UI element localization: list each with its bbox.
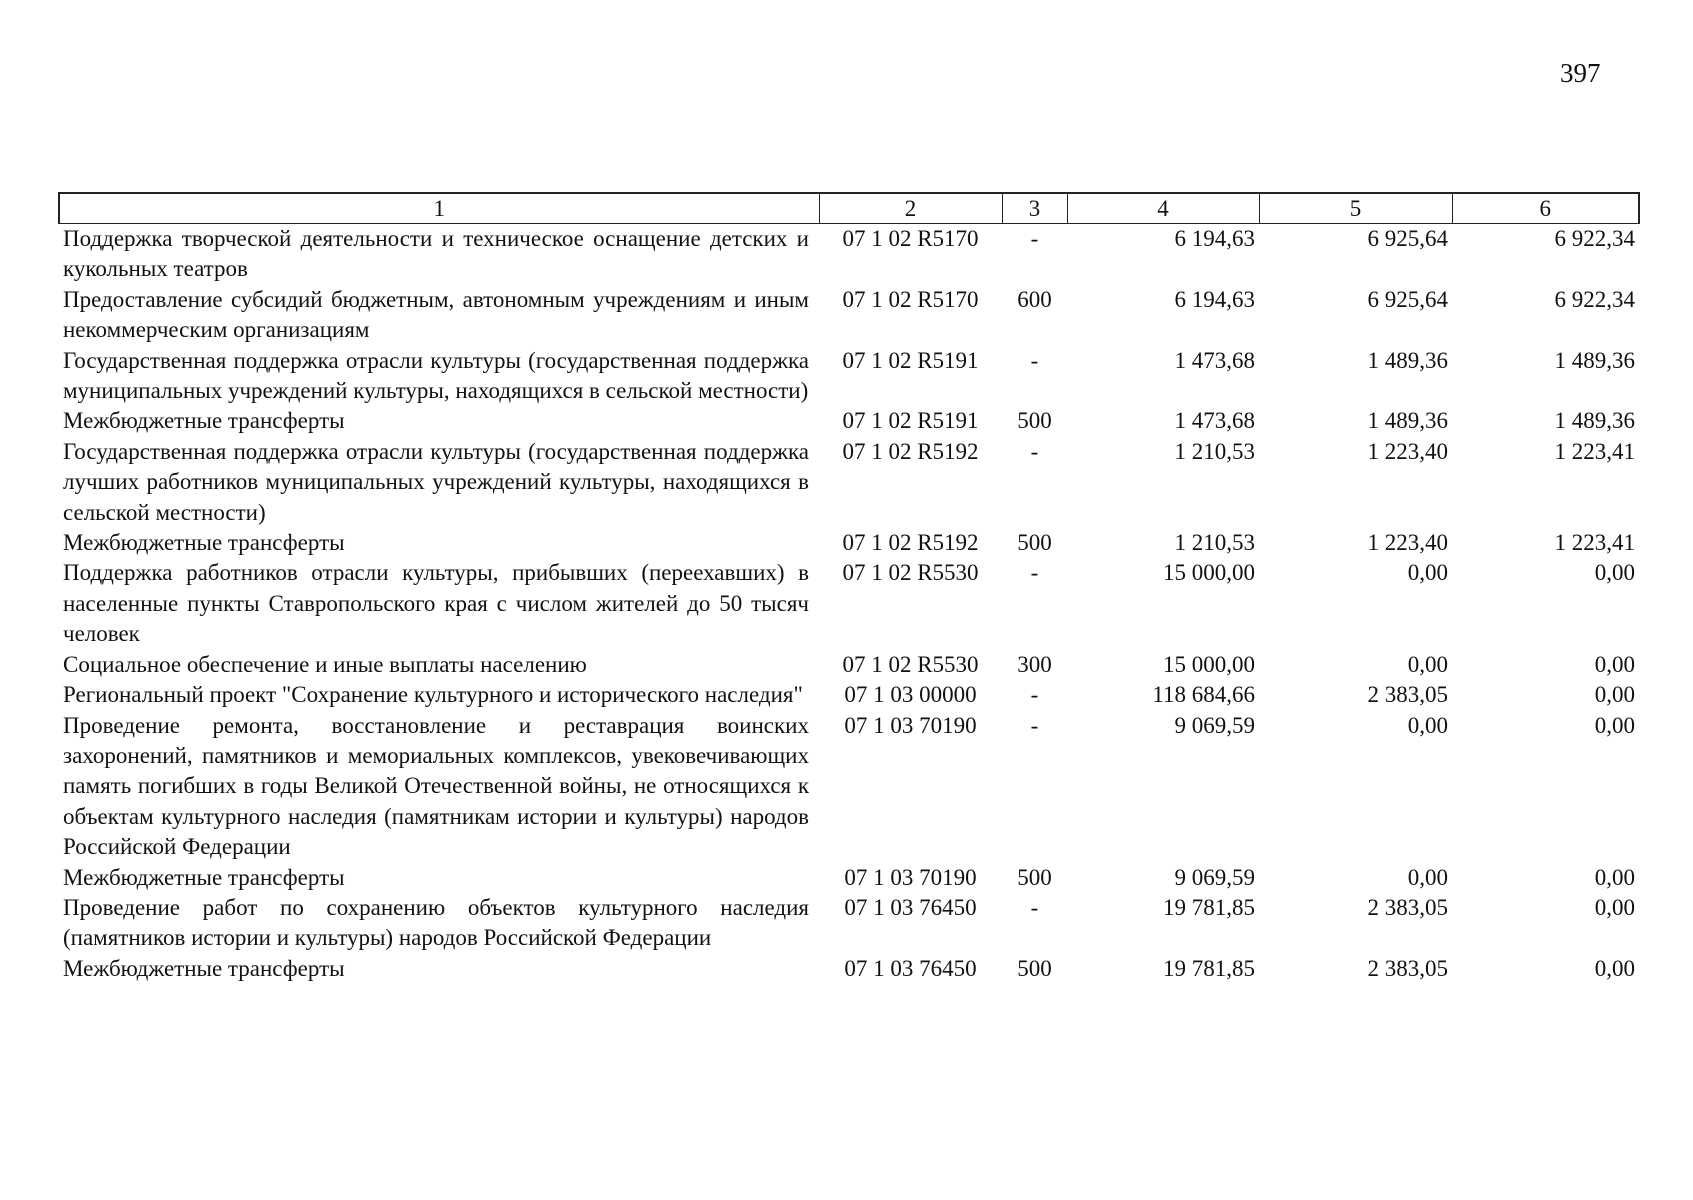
row-type-cell: 500 [1017,955,1052,981]
row-name-cell: Предоставление субсидий бюджетным, автономным учреждениям и иным некоммерческим организациям [63,286,809,343]
row-name-cell: Межбюджетные трансферты [63,955,345,981]
row-code-cell: 07 1 02 R5191 [842,408,979,434]
row-value-col5-cell: 2 383,05 [1367,682,1448,708]
table-row [59,650,1639,680]
row-value-col6-cell: 6 922,34 [1554,286,1635,312]
row-code-cell: 07 1 03 76450 [844,955,977,981]
row-value-col5-cell: 1 489,36 [1367,408,1448,434]
row-value-col5-cell: 6 925,64 [1367,286,1448,312]
table-body [59,224,1639,985]
budget-table [58,192,1640,984]
row-value-col5-cell: 6 925,64 [1367,226,1448,251]
row-value-col5-cell: 2 383,05 [1367,894,1448,920]
column-header-1: 1 [59,193,819,224]
column-header-5: 5 [1259,193,1452,224]
row-value-col4-cell: 118 684,66 [1152,682,1255,708]
table-row [59,285,1639,346]
row-value-col6-cell: 0,00 [1594,560,1635,586]
row-value-col5-cell: 0,00 [1407,560,1448,586]
table-row [59,954,1639,984]
row-name-cell: Проведение ремонта, восстановление и реставрация воинских захоронений, памятников и мемориальных комплексов, увековечивающих память погибших в годы Великой Отечественной войны, не относящихся к объектам культурного наследия (памятникам истории и культуры) народов Российской Федерации [63,712,809,860]
row-code-cell: 07 1 02 R5192 [842,438,979,464]
row-name-cell: Поддержка творческой деятельности и техническое оснащение детских и кукольных театров [63,226,809,282]
row-name-cell: Социальное обеспечение и иные выплаты населению [63,651,587,677]
row-value-col6-cell: 0,00 [1594,864,1635,890]
column-header-4: 4 [1067,193,1259,224]
row-value-col4-cell: 6 194,63 [1174,286,1255,312]
row-value-col4-cell: 19 781,85 [1163,955,1255,981]
row-code-cell: 07 1 03 70190 [844,864,977,890]
row-type-cell: 300 [1017,651,1052,677]
table-row [59,863,1639,893]
table-row [59,224,1639,285]
column-header-6: 6 [1452,193,1639,224]
row-type-cell: - [1030,438,1039,464]
row-value-col5-cell: 1 223,40 [1367,530,1448,556]
row-name-cell: Межбюджетные трансферты [63,408,345,434]
row-value-col6-cell: 0,00 [1594,955,1635,981]
row-name-cell: Региональный проект "Сохранение культурного и исторического наследия" [63,682,803,708]
row-name-cell: Проведение работ по сохранению объектов культурного наследия (памятников истории и культуры) народов Российской Федерации [63,894,809,951]
row-type-cell: 600 [1017,286,1052,312]
row-code-cell: 07 1 02 R5191 [842,347,979,373]
row-value-col6-cell: 1 223,41 [1554,530,1635,556]
row-value-col5-cell: 2 383,05 [1367,955,1448,981]
row-value-col5-cell: 0,00 [1407,712,1448,738]
header-row [59,193,1639,224]
row-type-cell: - [1030,682,1039,708]
row-name-cell: Межбюджетные трансферты [63,864,345,890]
row-value-col4-cell: 1 210,53 [1174,530,1255,556]
row-value-col4-cell: 9 069,59 [1174,864,1255,890]
row-code-cell: 07 1 03 00000 [844,682,977,708]
row-code-cell: 07 1 02 R5170 [842,226,979,251]
column-header-3: 3 [1002,193,1067,224]
row-code-cell: 07 1 02 R5530 [842,560,979,586]
row-value-col4-cell: 1 473,68 [1174,347,1255,373]
row-type-cell: 500 [1017,864,1052,890]
row-value-col6-cell: 0,00 [1594,894,1635,920]
table-row [59,528,1639,558]
row-value-col4-cell: 15 000,00 [1163,651,1255,677]
row-type-cell: - [1030,226,1039,251]
row-code-cell: 07 1 02 R5170 [842,286,979,312]
row-name-cell: Государственная поддержка отрасли культуры (государственная поддержка лучших работников муниципальных учреждений культуры, находящихся в сельской местности) [63,438,809,525]
row-type-cell: - [1030,712,1039,738]
page-number: 397 [1560,58,1601,88]
table-row [59,437,1639,528]
table-row [59,680,1639,710]
column-header-2: 2 [819,193,1002,224]
row-value-col5-cell: 0,00 [1407,651,1448,677]
row-value-col6-cell: 0,00 [1594,712,1635,738]
table-row [59,711,1639,863]
row-value-col6-cell: 6 922,34 [1554,226,1635,251]
row-type-cell: 500 [1017,530,1052,556]
row-code-cell: 07 1 02 R5530 [842,651,979,677]
table-row [59,346,1639,407]
row-type-cell: - [1030,894,1039,920]
row-value-col6-cell: 0,00 [1594,682,1635,708]
row-value-col4-cell: 9 069,59 [1174,712,1255,738]
row-value-col6-cell: 0,00 [1594,651,1635,677]
row-type-cell: - [1030,347,1039,373]
row-code-cell: 07 1 03 70190 [844,712,977,738]
row-code-cell: 07 1 03 76450 [844,894,977,920]
row-value-col4-cell: 15 000,00 [1163,560,1255,586]
row-value-col6-cell: 1 223,41 [1554,438,1635,464]
table-row [59,406,1639,436]
row-value-col6-cell: 1 489,36 [1554,408,1635,434]
table-row [59,558,1639,649]
row-name-cell: Государственная поддержка отрасли культуры (государственная поддержка муниципальных учреждений культуры, находящихся в сельской местности) [63,347,809,404]
row-type-cell: 500 [1017,408,1052,434]
row-value-col4-cell: 6 194,63 [1174,226,1255,251]
row-value-col4-cell: 19 781,85 [1163,894,1255,920]
row-code-cell: 07 1 02 R5192 [842,530,979,556]
row-type-cell: - [1030,560,1039,586]
row-value-col5-cell: 1 223,40 [1367,438,1448,464]
row-value-col4-cell: 1 473,68 [1174,408,1255,434]
row-value-col5-cell: 0,00 [1407,864,1448,890]
row-name-cell: Межбюджетные трансферты [63,530,345,556]
row-value-col6-cell: 1 489,36 [1554,347,1635,373]
row-name-cell: Поддержка работников отрасли культуры, прибывших (переехавших) в населенные пункты Ставропольского края с числом жителей до 50 тысяч человек [63,560,809,647]
table-row [59,893,1639,954]
row-value-col5-cell: 1 489,36 [1367,347,1448,373]
row-value-col4-cell: 1 210,53 [1174,438,1255,464]
